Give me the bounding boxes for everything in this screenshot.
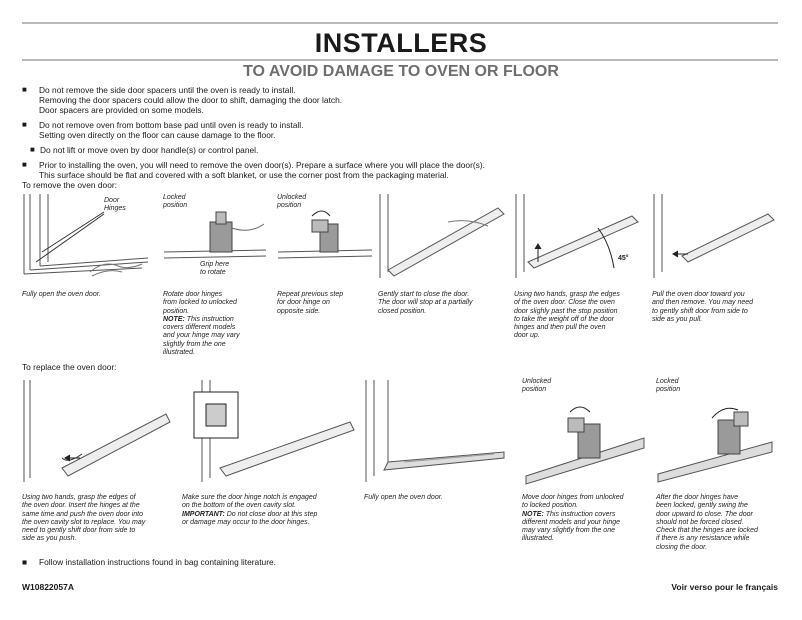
fully-open-illustration xyxy=(364,378,508,486)
insert-door-illustration xyxy=(22,378,172,486)
step-caption: Make sure the door hinge notch is engaged on the bottom of the oven cavity slot. IMPORTANT: Do not close door at this step or damage may occur to the door hinges. xyxy=(182,494,318,526)
step-caption: Repeat previous step for door hinge on opposite side. xyxy=(277,291,344,315)
step-caption: Gently start to close the door. The door will stop at a partially closed position. xyxy=(378,291,473,315)
warning-list xyxy=(22,85,782,185)
partial-close-illustration xyxy=(378,192,506,284)
step-caption: Fully open the oven door. xyxy=(364,494,443,501)
warning-item: ■ Prior to installing the oven, you will need to remove the oven door(s). Prepare a surface where you will place the door(s). This surface should be flat and covered with a soft blanket, or use the corner post from the packaging material. xyxy=(22,160,485,180)
remove-section-label: To remove the oven door: xyxy=(22,180,117,190)
title-rule xyxy=(22,59,778,61)
remove-door-illustration xyxy=(652,192,778,284)
warning-item: ■ Do not lift or move oven by door handle(s) or control panel. xyxy=(22,145,782,155)
lift-door-illustration xyxy=(514,192,642,284)
angle-label: 45° xyxy=(618,255,629,262)
step-caption: Rotate door hinges from locked to unlocked position. NOTE: This instruction covers different models and your hinge may vary slightly from the one illustrated. xyxy=(163,291,240,357)
page-title: INSTALLERS xyxy=(314,28,488,58)
replace-section-label: To replace the oven door: xyxy=(22,362,117,372)
step-caption: Using two hands, grasp the edges of the oven door. Insert the hinges at the same time and push the oven door into the oven cavity slot to replace. You may need to gently shift door from side to side as you push. xyxy=(22,494,146,543)
bullet-square-icon: ■ xyxy=(22,120,27,129)
move-hinge-illustration xyxy=(520,378,650,486)
top-rule xyxy=(22,22,778,24)
part-number: W10822057A xyxy=(22,582,74,592)
door-hinges-label: Door Hinges xyxy=(104,197,126,212)
warning-item: ■ Do not remove oven from bottom base pad until oven is ready to install. Setting oven directly on the floor can cause damage to the floor. xyxy=(22,120,304,140)
locked-position-label: Locked position xyxy=(163,194,188,209)
step-caption: Pull the oven door toward you and then remove. You may need to gently shift door from side to side as you pull. xyxy=(652,291,754,323)
close-door-illustration xyxy=(654,378,778,486)
unlocked-position-label: Unlocked position xyxy=(522,378,552,393)
bullet-square-icon: ■ xyxy=(22,85,27,94)
unlocked-position-label: Unlocked position xyxy=(277,194,307,209)
step-caption: Fully open the oven door. xyxy=(22,291,101,298)
locked-position-label: Locked position xyxy=(656,378,681,393)
warning-item: ■ Do not remove the side door spacers until the oven is ready to install. Removing the door spacers could allow the door to shift, damaging the door latch. Door spacers are provided on some models. xyxy=(22,85,343,115)
bullet-square-icon: ■ xyxy=(22,160,27,169)
step-caption: After the door hinges have been locked, gently swing the door upward to close. The door should not be forced closed. Check that the hinges are locked if there is any resistance while closing the door. xyxy=(656,494,758,551)
final-note: ■ Follow installation instructions found in bag containing literature. xyxy=(22,557,276,567)
french-note: Voir verso pour le français xyxy=(671,582,778,592)
open-door-illustration xyxy=(22,192,150,284)
step-caption: Using two hands, grasp the edges of the oven door. Close the oven door slighly past the stop position to take the weight off of the door hinges and then pull the oven door up. xyxy=(514,291,620,340)
bullet-square-icon: ■ xyxy=(22,557,28,567)
hinge-notch-illustration xyxy=(180,378,356,486)
grip-here-label: Grip here to rotate xyxy=(200,261,230,276)
step-caption: Move door hinges from unlocked to locked position. NOTE: This instruction covers different models and your hinge may vary slightly from the one illustrated. xyxy=(522,494,624,543)
bullet-square-icon: ■ xyxy=(30,145,35,154)
page-subtitle: TO AVOID DAMAGE TO OVEN OR FLOOR xyxy=(243,63,559,80)
